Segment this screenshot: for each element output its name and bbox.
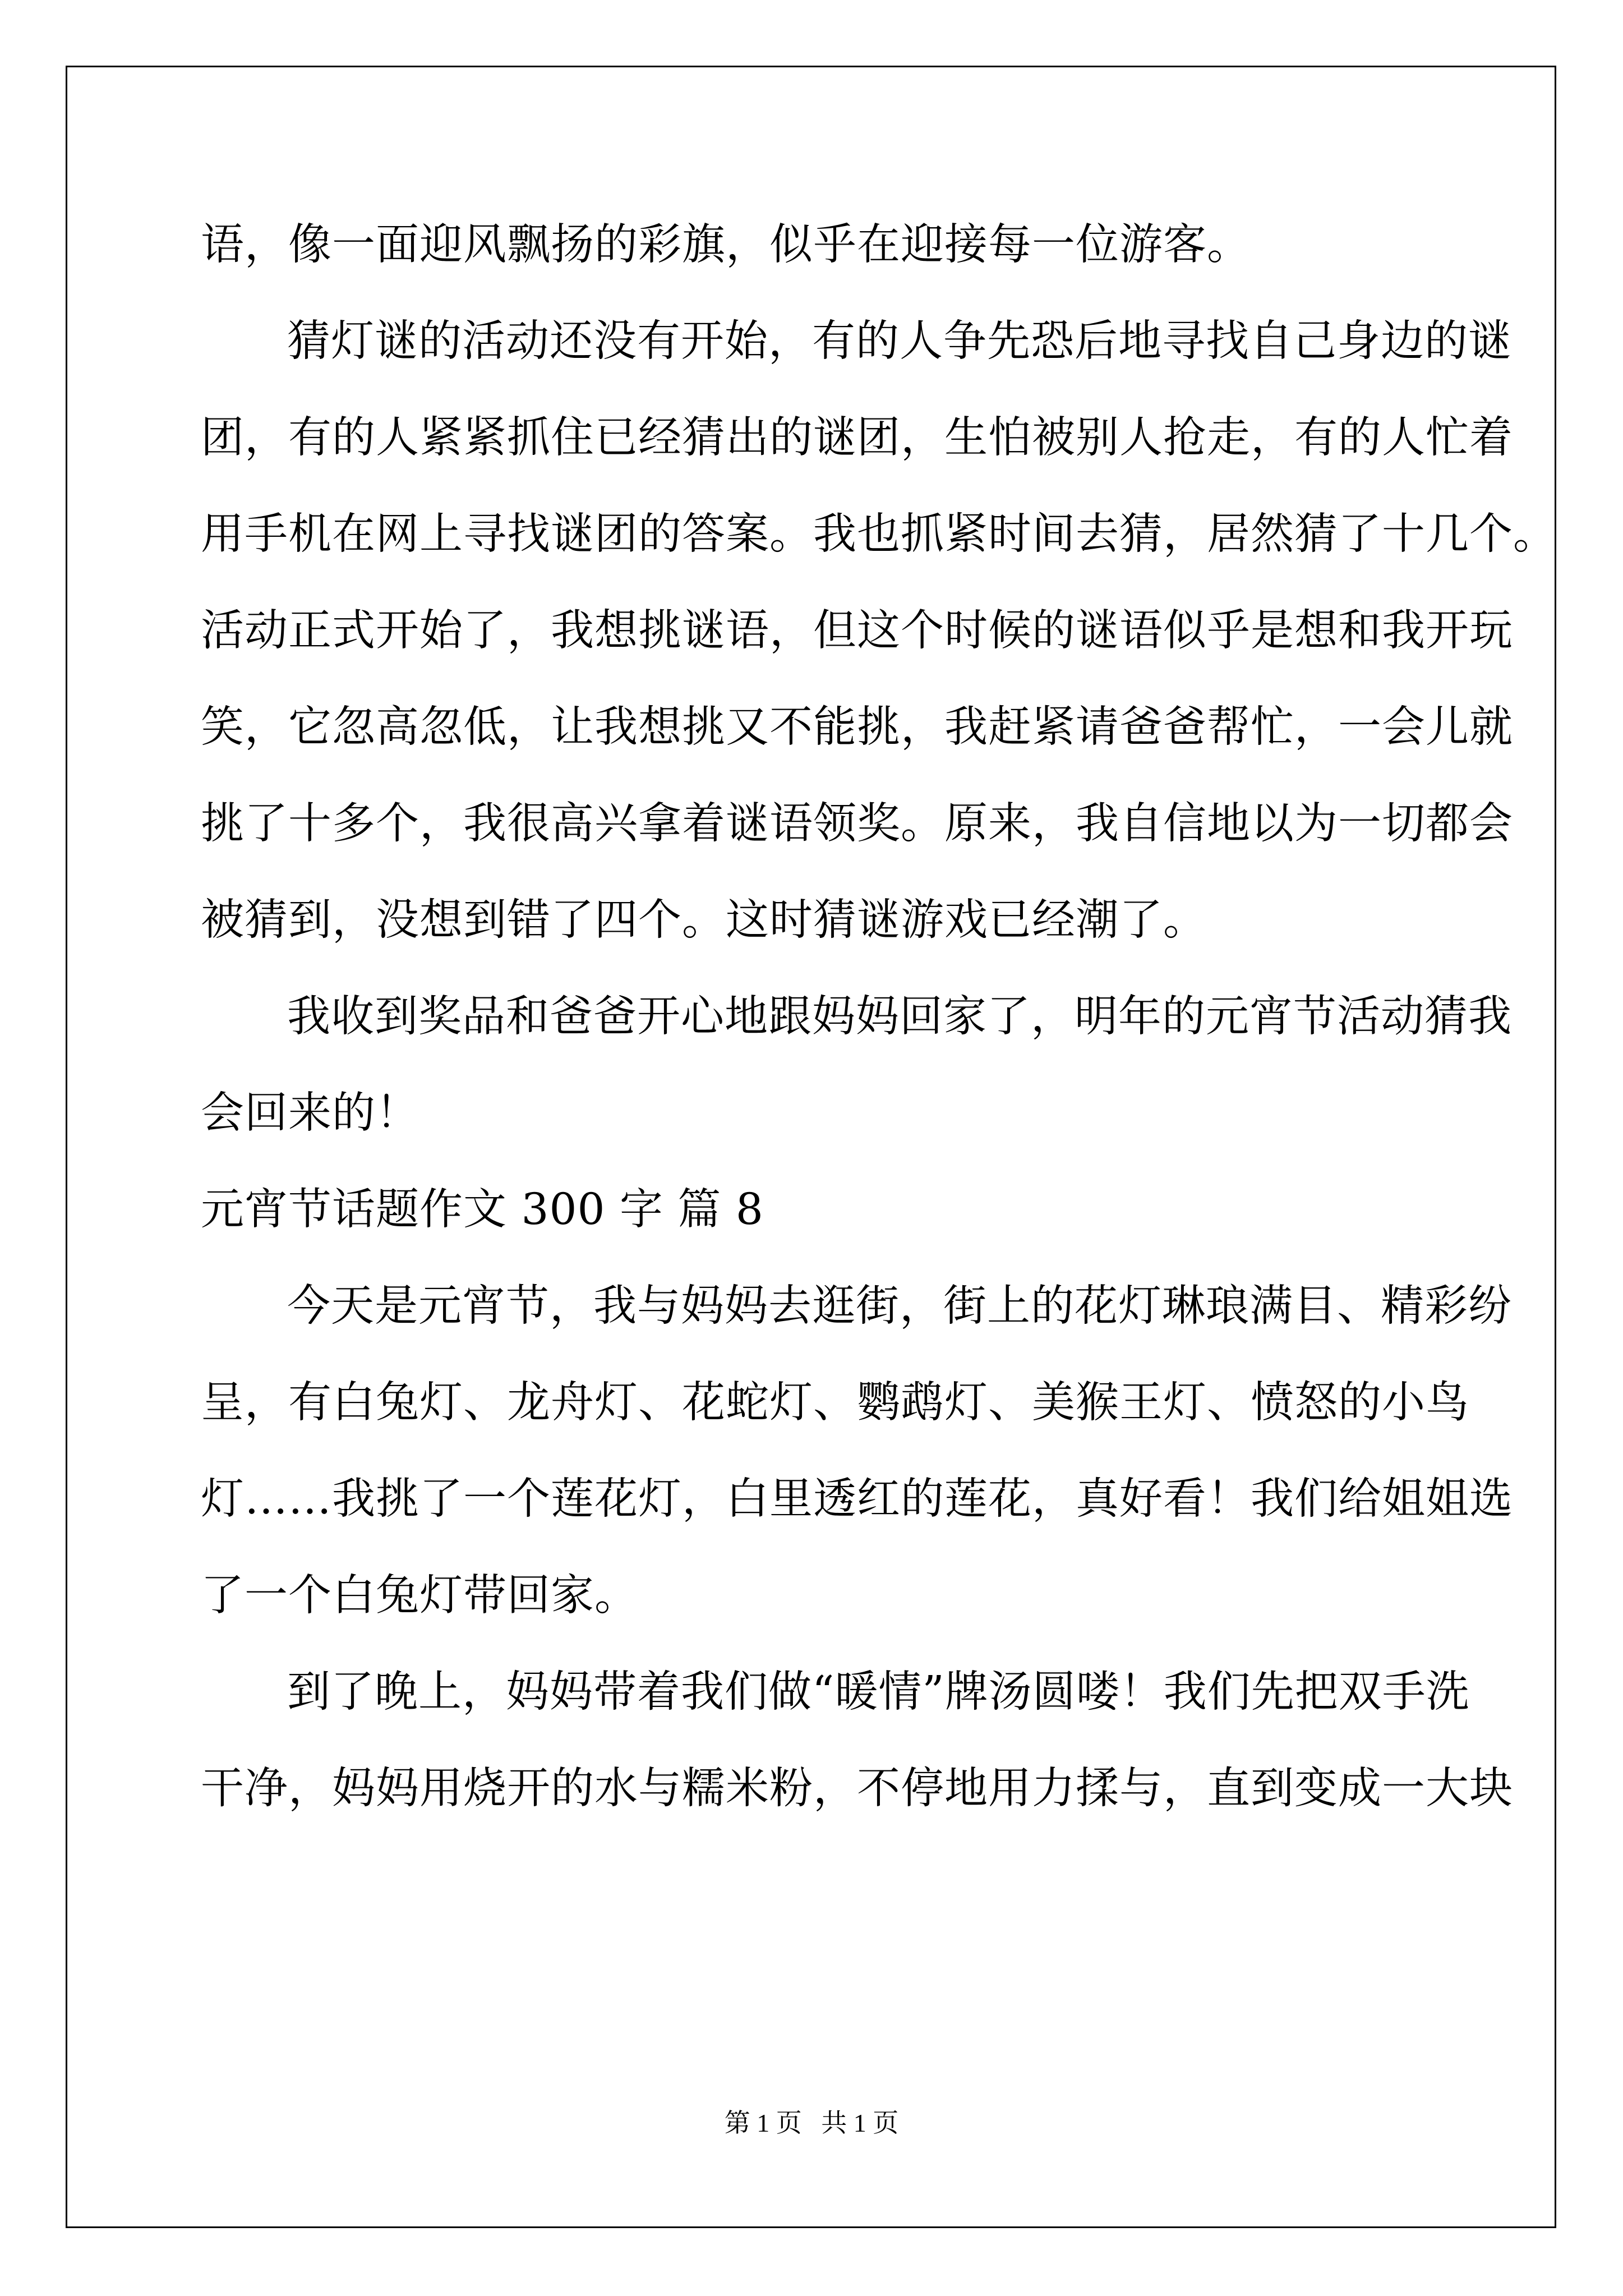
text-line: 活动正式开始了，我想挑谜语，但这个时候的谜语似乎是想和我开玩: [201, 606, 1513, 656]
text-line: 猜灯谜的活动还没有开始，有的人争先恐后地寻找自己身边的谜: [287, 316, 1512, 366]
text-line: 会回来的！: [201, 1088, 419, 1138]
text-line: 语，像一面迎风飘扬的彩旗，似乎在迎接每一位游客。: [201, 220, 1251, 270]
text-line: 呈，有白兔灯、龙舟灯、花蛇灯、鹦鹉灯、美猴王灯、愤怒的小鸟: [201, 1378, 1469, 1428]
document-body: [201, 197, 1557, 1837]
text-line: 今天是元宵节，我与妈妈去逛街，街上的花灯琳琅满目、精彩纷: [287, 1281, 1512, 1331]
text-line: 干净，妈妈用烧开的水与糯米粉，不停地用力揉与，直到变成一大块: [201, 1764, 1513, 1814]
text-line: 被猜到，没想到错了四个。这时猜谜游戏已经潮了。: [201, 895, 1207, 945]
text-line: 笑，它忽高忽低，让我想挑又不能挑，我赶紧请爸爸帮忙，一会儿就: [201, 702, 1513, 752]
text-line: 挑了十多个，我很高兴拿着谜语领奖。原来，我自信地以为一切都会: [201, 799, 1513, 849]
text-line: 用手机在网上寻找谜团的答案。我也抓紧时间去猜，居然猜了十几个。: [201, 509, 1557, 559]
text-line: 我收到奖品和爸爸开心地跟妈妈回家了，明年的元宵节活动猜我: [287, 992, 1512, 1042]
text-line: 了一个白兔灯带回家。: [201, 1571, 638, 1621]
text-line: 团，有的人紧紧抓住已经猜出的谜团，生怕被别人抢走，有的人忙着: [201, 413, 1513, 463]
text-line: 灯……我挑了一个莲花灯，白里透红的莲花，真好看！我们给姐姐选: [201, 1474, 1513, 1524]
text-line: 元宵节话题作文 300 字 篇 8: [201, 1185, 764, 1235]
text-line: 到了晚上，妈妈带着我们做“暖情”牌汤圆喽！我们先把双手洗: [287, 1667, 1470, 1717]
page-footer: 第 1 页 共 1 页: [724, 2109, 899, 2137]
